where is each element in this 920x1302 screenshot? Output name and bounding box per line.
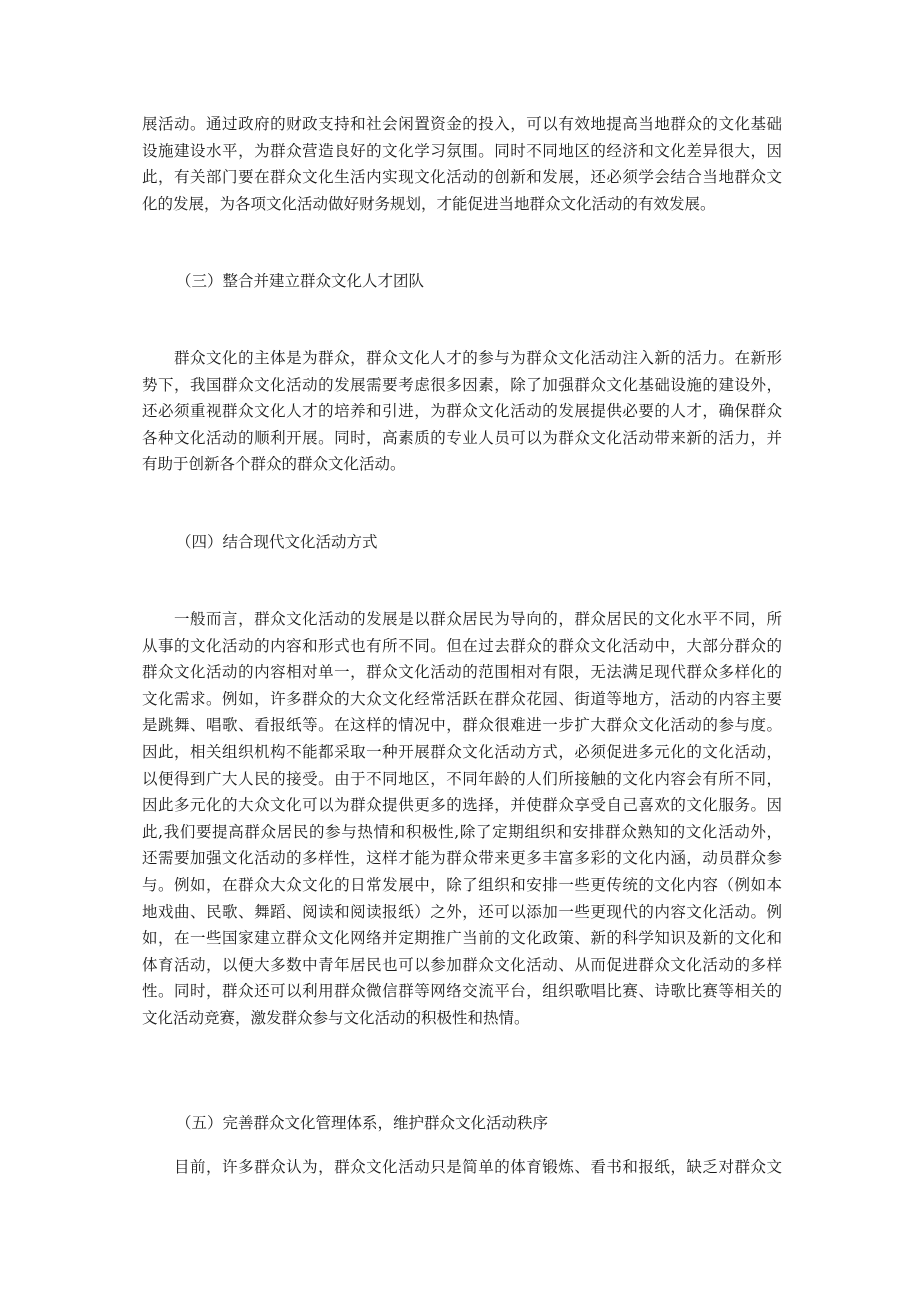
text-line: 有助于创新各个群众的群众文化活动。 <box>142 455 406 474</box>
paragraph-3 <box>142 606 782 1032</box>
text-line: 势下，我国群众文化活动的发展需要考虑很多因素，除了加强群众文化基础设施的建设外， <box>142 375 782 394</box>
text-line: 与。例如，在群众大众文化的日常发展中，除了组织和安排一些更传统的文化内容（例如本 <box>142 875 782 894</box>
text-line: 文化活动竞赛，激发群众参与文化活动的积极性和热情。 <box>142 1008 530 1027</box>
text-line: 以便得到广大人民的接受。由于不同地区，不同年龄的人们所接触的文化内容会有所不同， <box>142 769 782 788</box>
section-heading-3: （三）整合并建立群众文化人才团队 <box>176 272 425 290</box>
text-line: 还需要加强文化活动的多样性，这样才能为群众带来更多丰富多彩的文化内涵，动员群众参 <box>142 849 782 868</box>
text-line: 地戏曲、民歌、舞蹈、阅读和阅读报纸）之外，还可以添加一些更现代的内容文化活动。例 <box>142 902 782 921</box>
text-line: 性。同时，群众还可以利用群众微信群等网络交流平台，组织歌唱比赛、诗歌比赛等相关的 <box>142 982 782 1001</box>
text-line: 一般而言，群众文化活动的发展是以群众居民为导向的，群众居民的文化水平不同，所 <box>142 610 782 628</box>
text-line: 还必须重视群众文化人才的培养和引进，为群众文化活动的发展提供必要的人才，确保群众 <box>142 402 782 421</box>
text-line: 是跳舞、唱歌、看报纸等。在这样的情况中，群众很难进一步扩大群众文化活动的参与度。 <box>142 716 782 735</box>
paragraph-1 <box>142 111 782 217</box>
paragraph-4 <box>142 1154 782 1181</box>
text-line: 从事的文化活动的内容和形式也有所不同。但在过去群众的群众文化活动中，大部分群众的 <box>142 636 782 655</box>
text-line: 如，在一些国家建立群众文化网络并定期推广当前的文化政策、新的科学知识及新的文化和 <box>142 929 782 948</box>
text-line: 文化需求。例如，许多群众的大众文化经常活跃在群众花园、街道等地方，活动的内容主要 <box>142 689 782 708</box>
text-line: 此,我们要提高群众居民的参与热情和积极性,除了定期组织和安排群众熟知的文化活动外， <box>142 822 782 841</box>
text-line: 因此多元化的大众文化可以为群众提供更多的选择，并使群众享受自己喜欢的文化服务。因 <box>142 796 782 815</box>
text-line: 展活动。通过政府的财政支持和社会闲置资金的投入，可以有效地提高当地群众的文化基础 <box>142 115 782 133</box>
text-line: 体育活动，以便大多数中青年居民也可以参加群众文化活动、从而促进群众文化活动的多样 <box>142 955 782 974</box>
paragraph-2 <box>142 345 782 478</box>
section-heading-5: （五）完善群众文化管理体系，维护群众文化活动秩序 <box>176 1114 549 1132</box>
text-line: 设施建设水平，为群众营造良好的文化学习氛围。同时不同地区的经济和文化差异很大，因 <box>142 141 782 160</box>
text-line: 因此，相关组织机构不能都采取一种开展群众文化活动方式，必须促进多元化的文化活动， <box>142 742 782 761</box>
text-line: 目前，许多群众认为，群众文化活动只是简单的体育锻炼、看书和报纸，缺乏对群众文 <box>142 1158 782 1176</box>
section-heading-4: （四）结合现代文化活动方式 <box>176 533 378 551</box>
text-line: 群众文化的主体是为群众，群众文化人才的参与为群众文化活动注入新的活力。在新形 <box>142 349 782 367</box>
text-line: 群众文化活动的内容相对单一，群众文化活动的范围相对有限，无法满足现代群众多样化的 <box>142 663 782 682</box>
text-line: 化的发展，为各项文化活动做好财务规划，才能促进当地群众文化活动的有效发展。 <box>142 194 716 213</box>
text-line: 各种文化活动的顺利开展。同时，高素质的专业人员可以为群众文化活动带来新的活力，并 <box>142 428 782 447</box>
text-line: 此，有关部门要在群众文化生活内实现文化活动的创新和发展，还必须学会结合当地群众文 <box>142 168 782 187</box>
